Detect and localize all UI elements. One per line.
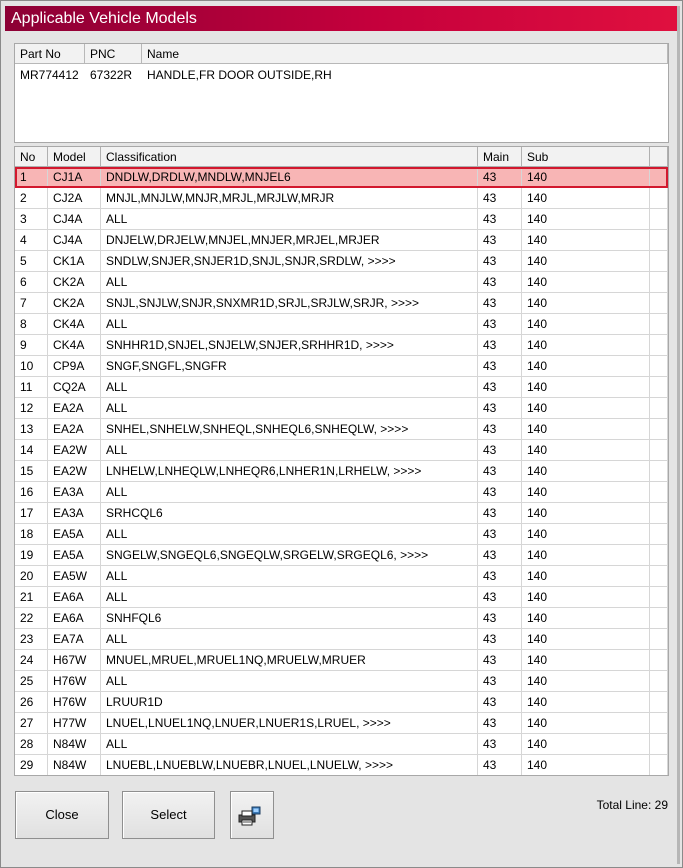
cell-sub: 140 xyxy=(522,356,650,376)
select-button[interactable]: Select xyxy=(122,791,215,839)
cell-main: 43 xyxy=(478,335,522,355)
cell-model: EA7A xyxy=(48,629,101,649)
cell-sub: 140 xyxy=(522,482,650,502)
cell-model: CK1A xyxy=(48,251,101,271)
cell-classification: DNJELW,DRJELW,MNJEL,MNJER,MRJEL,MRJER xyxy=(101,230,478,250)
table-row[interactable] xyxy=(15,377,668,398)
cell-classification: ALL xyxy=(101,734,478,754)
header-classification[interactable]: Classification xyxy=(101,147,478,166)
cell-main: 43 xyxy=(478,188,522,208)
part-info-header xyxy=(15,44,668,64)
cell-filler xyxy=(650,461,668,481)
table-row[interactable] xyxy=(15,251,668,272)
cell-main: 43 xyxy=(478,314,522,334)
table-row[interactable] xyxy=(15,398,668,419)
cell-model: EA5A xyxy=(48,545,101,565)
cell-no: 8 xyxy=(15,314,48,334)
cell-classification: ALL xyxy=(101,671,478,691)
cell-filler xyxy=(650,188,668,208)
cell-classification: SNGF,SNGFL,SNGFR xyxy=(101,356,478,376)
cell-no: 19 xyxy=(15,545,48,565)
cell-sub: 140 xyxy=(522,545,650,565)
cell-sub: 140 xyxy=(522,398,650,418)
cell-filler xyxy=(650,650,668,670)
cell-sub: 140 xyxy=(522,419,650,439)
cell-no: 5 xyxy=(15,251,48,271)
cell-classification: SNHFQL6 xyxy=(101,608,478,628)
cell-main: 43 xyxy=(478,524,522,544)
cell-model: EA5W xyxy=(48,566,101,586)
cell-sub: 140 xyxy=(522,272,650,292)
cell-main: 43 xyxy=(478,692,522,712)
cell-classification: SRHCQL6 xyxy=(101,503,478,523)
cell-filler xyxy=(650,755,668,775)
cell-main: 43 xyxy=(478,167,522,187)
cell-sub: 140 xyxy=(522,755,650,775)
window-title: Applicable Vehicle Models xyxy=(5,6,677,31)
cell-model: EA2A xyxy=(48,419,101,439)
cell-main: 43 xyxy=(478,251,522,271)
cell-no: 20 xyxy=(15,566,48,586)
cell-filler xyxy=(650,671,668,691)
cell-sub: 140 xyxy=(522,692,650,712)
cell-classification: ALL xyxy=(101,524,478,544)
table-row[interactable] xyxy=(15,503,668,524)
cell-main: 43 xyxy=(478,440,522,460)
cell-main: 43 xyxy=(478,377,522,397)
cell-no: 26 xyxy=(15,692,48,712)
cell-no: 23 xyxy=(15,629,48,649)
table-row[interactable] xyxy=(15,692,668,713)
header-pnc[interactable]: PNC xyxy=(85,44,142,63)
header-part-no[interactable]: Part No xyxy=(15,44,85,63)
cell-model: N84W xyxy=(48,734,101,754)
cell-model: CJ1A xyxy=(48,167,101,187)
cell-filler xyxy=(650,167,668,187)
part-no-value: MR774412 xyxy=(20,68,79,82)
cell-sub: 140 xyxy=(522,461,650,481)
cell-filler xyxy=(650,566,668,586)
cell-no: 11 xyxy=(15,377,48,397)
cell-main: 43 xyxy=(478,482,522,502)
cell-main: 43 xyxy=(478,461,522,481)
part-info-row[interactable] xyxy=(15,64,668,86)
cell-model: CK2A xyxy=(48,272,101,292)
printer-icon xyxy=(238,806,262,826)
table-row[interactable] xyxy=(15,629,668,650)
grid-body xyxy=(15,167,668,776)
table-row[interactable] xyxy=(15,671,668,692)
cell-classification: SNJL,SNJLW,SNJR,SNXMR1D,SRJL,SRJLW,SRJR, >>>> xyxy=(101,293,478,313)
cell-filler xyxy=(650,356,668,376)
cell-sub: 140 xyxy=(522,566,650,586)
cell-sub: 140 xyxy=(522,734,650,754)
table-row[interactable] xyxy=(15,566,668,587)
table-row[interactable] xyxy=(15,440,668,461)
cell-main: 43 xyxy=(478,398,522,418)
cell-sub: 140 xyxy=(522,713,650,733)
table-row[interactable] xyxy=(15,209,668,230)
cell-sub: 140 xyxy=(522,209,650,229)
cell-classification: ALL xyxy=(101,398,478,418)
cell-classification: ALL xyxy=(101,377,478,397)
table-row[interactable] xyxy=(15,230,668,251)
header-no[interactable]: No xyxy=(15,147,48,166)
cell-sub: 140 xyxy=(522,587,650,607)
table-row[interactable] xyxy=(15,356,668,377)
table-row[interactable] xyxy=(15,419,668,440)
cell-main: 43 xyxy=(478,608,522,628)
cell-classification: ALL xyxy=(101,566,478,586)
cell-main: 43 xyxy=(478,419,522,439)
cell-model: EA6A xyxy=(48,587,101,607)
cell-filler xyxy=(650,713,668,733)
cell-filler xyxy=(650,545,668,565)
cell-sub: 140 xyxy=(522,377,650,397)
table-row[interactable] xyxy=(15,335,668,356)
cell-classification: ALL xyxy=(101,440,478,460)
cell-filler xyxy=(650,272,668,292)
table-row[interactable] xyxy=(15,608,668,629)
cell-sub: 140 xyxy=(522,314,650,334)
cell-main: 43 xyxy=(478,230,522,250)
cell-classification: ALL xyxy=(101,482,478,502)
total-line-label: Total Line: 29 xyxy=(596,798,668,812)
cell-model: H77W xyxy=(48,713,101,733)
cell-classification: ALL xyxy=(101,629,478,649)
cell-classification: MNJL,MNJLW,MNJR,MRJL,MRJLW,MRJR xyxy=(101,188,478,208)
cell-model: H76W xyxy=(48,671,101,691)
cell-sub: 140 xyxy=(522,650,650,670)
cell-no: 14 xyxy=(15,440,48,460)
cell-no: 6 xyxy=(15,272,48,292)
table-row[interactable] xyxy=(15,272,668,293)
cell-model: CK4A xyxy=(48,314,101,334)
cell-main: 43 xyxy=(478,272,522,292)
header-name[interactable]: Name xyxy=(142,44,668,63)
cell-classification: LRUUR1D xyxy=(101,692,478,712)
cell-model: CQ2A xyxy=(48,377,101,397)
cell-model: CP9A xyxy=(48,356,101,376)
cell-model: EA2A xyxy=(48,398,101,418)
cell-classification: LNUEBL,LNUEBLW,LNUEBR,LNUEL,LNUELW, >>>> xyxy=(101,755,478,775)
cell-model: CK2A xyxy=(48,293,101,313)
cell-sub: 140 xyxy=(522,524,650,544)
cell-no: 18 xyxy=(15,524,48,544)
cell-no: 9 xyxy=(15,335,48,355)
cell-filler xyxy=(650,524,668,544)
cell-no: 21 xyxy=(15,587,48,607)
cell-filler xyxy=(650,314,668,334)
cell-no: 13 xyxy=(15,419,48,439)
cell-no: 29 xyxy=(15,755,48,775)
part-name-value: HANDLE,FR DOOR OUTSIDE,RH xyxy=(147,68,332,82)
cell-main: 43 xyxy=(478,755,522,775)
cell-sub: 140 xyxy=(522,440,650,460)
cell-filler xyxy=(650,377,668,397)
cell-no: 15 xyxy=(15,461,48,481)
cell-main: 43 xyxy=(478,650,522,670)
cell-classification: MNUEL,MRUEL,MRUEL1NQ,MRUELW,MRUER xyxy=(101,650,478,670)
cell-model: H76W xyxy=(48,692,101,712)
table-row[interactable] xyxy=(15,524,668,545)
header-model[interactable]: Model xyxy=(48,147,101,166)
cell-model: EA2W xyxy=(48,440,101,460)
cell-model: CJ4A xyxy=(48,230,101,250)
cell-model: EA3A xyxy=(48,482,101,502)
cell-filler xyxy=(650,398,668,418)
part-info-panel xyxy=(14,43,669,143)
cell-classification: ALL xyxy=(101,314,478,334)
cell-main: 43 xyxy=(478,209,522,229)
cell-no: 24 xyxy=(15,650,48,670)
cell-no: 1 xyxy=(15,167,48,187)
cell-main: 43 xyxy=(478,545,522,565)
cell-main: 43 xyxy=(478,356,522,376)
cell-main: 43 xyxy=(478,671,522,691)
table-row[interactable] xyxy=(15,755,668,776)
cell-classification: ALL xyxy=(101,587,478,607)
cell-sub: 140 xyxy=(522,293,650,313)
cell-classification: DNDLW,DRDLW,MNDLW,MNJEL6 xyxy=(101,167,478,187)
cell-model: EA6A xyxy=(48,608,101,628)
cell-model: N84W xyxy=(48,755,101,775)
cell-no: 10 xyxy=(15,356,48,376)
table-row[interactable] xyxy=(15,293,668,314)
cell-filler xyxy=(650,692,668,712)
cell-no: 17 xyxy=(15,503,48,523)
cell-no: 12 xyxy=(15,398,48,418)
cell-filler xyxy=(650,251,668,271)
cell-filler xyxy=(650,629,668,649)
table-row[interactable] xyxy=(15,461,668,482)
cell-classification: LNUEL,LNUEL1NQ,LNUER,LNUER1S,LRUEL, >>>> xyxy=(101,713,478,733)
print-button[interactable] xyxy=(230,791,274,839)
models-grid xyxy=(14,146,669,776)
cell-filler xyxy=(650,293,668,313)
table-row[interactable] xyxy=(15,167,668,188)
cell-model: CK4A xyxy=(48,335,101,355)
header-sub[interactable]: Sub xyxy=(522,147,650,166)
cell-sub: 140 xyxy=(522,251,650,271)
header-filler xyxy=(650,147,668,166)
cell-model: H67W xyxy=(48,650,101,670)
cell-classification: LNHELW,LNHEQLW,LNHEQR6,LNHER1N,LRHELW, >>>> xyxy=(101,461,478,481)
cell-model: CJ4A xyxy=(48,209,101,229)
cell-no: 3 xyxy=(15,209,48,229)
window-right-border xyxy=(677,6,680,864)
cell-sub: 140 xyxy=(522,188,650,208)
cell-filler xyxy=(650,335,668,355)
cell-no: 25 xyxy=(15,671,48,691)
cell-main: 43 xyxy=(478,587,522,607)
cell-filler xyxy=(650,482,668,502)
grid-header xyxy=(15,147,668,167)
cell-no: 16 xyxy=(15,482,48,502)
cell-filler xyxy=(650,419,668,439)
table-row[interactable] xyxy=(15,482,668,503)
table-row[interactable] xyxy=(15,650,668,671)
cell-classification: SNGELW,SNGEQL6,SNGEQLW,SRGELW,SRGEQL6, >>>> xyxy=(101,545,478,565)
cell-model: EA2W xyxy=(48,461,101,481)
cell-sub: 140 xyxy=(522,629,650,649)
cell-sub: 140 xyxy=(522,671,650,691)
cell-filler xyxy=(650,209,668,229)
pnc-value: 67322R xyxy=(90,68,133,82)
cell-main: 43 xyxy=(478,629,522,649)
cell-no: 4 xyxy=(15,230,48,250)
cell-filler xyxy=(650,503,668,523)
cell-sub: 140 xyxy=(522,608,650,628)
cell-classification: ALL xyxy=(101,272,478,292)
cell-main: 43 xyxy=(478,566,522,586)
cell-classification: SNHHR1D,SNJEL,SNJELW,SNJER,SRHHR1D, >>>> xyxy=(101,335,478,355)
table-row[interactable] xyxy=(15,545,668,566)
table-row[interactable] xyxy=(15,734,668,755)
cell-model: CJ2A xyxy=(48,188,101,208)
cell-sub: 140 xyxy=(522,167,650,187)
cell-no: 2 xyxy=(15,188,48,208)
table-row[interactable] xyxy=(15,587,668,608)
close-button[interactable]: Close xyxy=(15,791,109,839)
table-row[interactable] xyxy=(15,713,668,734)
cell-filler xyxy=(650,608,668,628)
cell-sub: 140 xyxy=(522,335,650,355)
cell-classification: SNDLW,SNJER,SNJER1D,SNJL,SNJR,SRDLW, >>>> xyxy=(101,251,478,271)
cell-no: 7 xyxy=(15,293,48,313)
cell-filler xyxy=(650,587,668,607)
cell-main: 43 xyxy=(478,503,522,523)
table-row[interactable] xyxy=(15,314,668,335)
cell-sub: 140 xyxy=(522,230,650,250)
cell-sub: 140 xyxy=(522,503,650,523)
cell-model: EA5A xyxy=(48,524,101,544)
cell-filler xyxy=(650,230,668,250)
cell-model: EA3A xyxy=(48,503,101,523)
cell-filler xyxy=(650,440,668,460)
cell-classification: SNHEL,SNHELW,SNHEQL,SNHEQL6,SNHEQLW, >>>> xyxy=(101,419,478,439)
cell-filler xyxy=(650,734,668,754)
cell-main: 43 xyxy=(478,734,522,754)
cell-classification: ALL xyxy=(101,209,478,229)
table-row[interactable] xyxy=(15,188,668,209)
cell-main: 43 xyxy=(478,713,522,733)
cell-no: 28 xyxy=(15,734,48,754)
cell-no: 27 xyxy=(15,713,48,733)
header-main[interactable]: Main xyxy=(478,147,522,166)
cell-no: 22 xyxy=(15,608,48,628)
cell-main: 43 xyxy=(478,293,522,313)
